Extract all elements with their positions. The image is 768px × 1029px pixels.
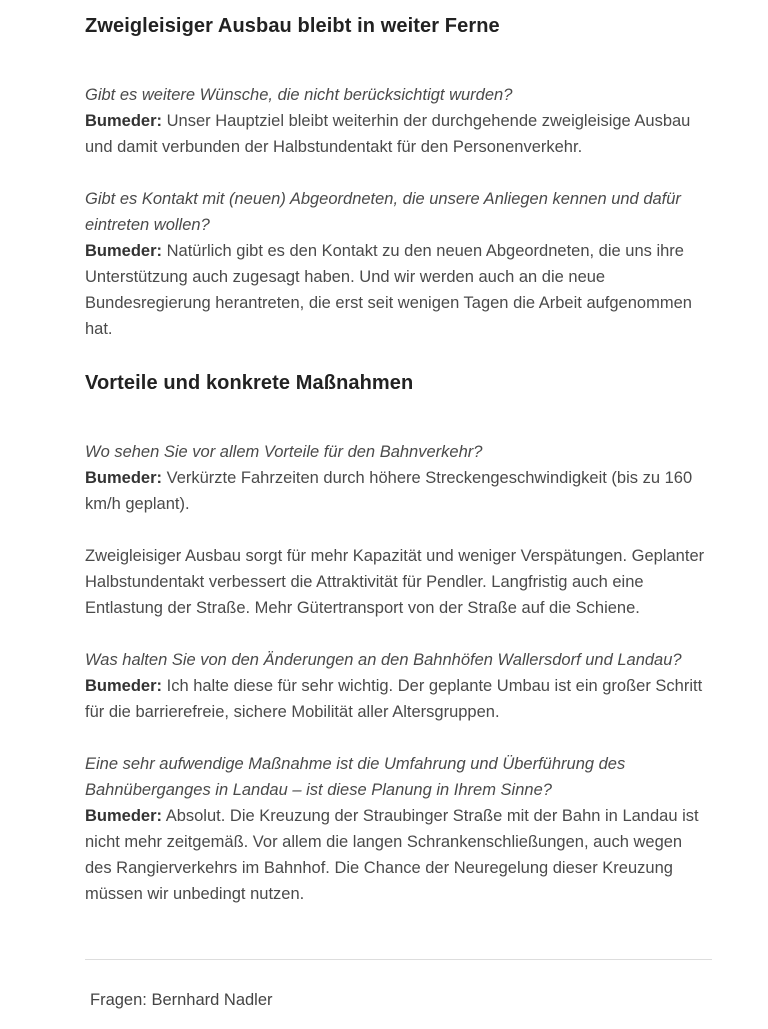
interview-answer — [85, 238, 712, 342]
interview-answer — [85, 803, 712, 907]
article-footer — [85, 987, 712, 1013]
body-paragraph: Zweigleisiger Ausbau sorgt für mehr Kapazität und weniger Verspätungen. Geplanter Halbstundentakt verbessert die Attraktivität für Pendler. Langfristig auch eine Entlastung der Straße. Mehr Gütertransport von der Straße auf die Schiene. — [85, 547, 705, 617]
footer-divider — [85, 959, 712, 960]
interview-answer — [85, 465, 712, 517]
interview-answer — [85, 108, 712, 160]
answer-text: Unser Hauptziel bleibt weiterhin der durchgehende zweigleisige Ausbau und damit verbunden der Halbstundentakt für den Personenverkehr. — [85, 112, 691, 156]
section-zweigleisiger-ausbau — [85, 15, 712, 342]
section-heading: Vorteile und konkrete Maßnahmen — [85, 372, 414, 394]
speaker-label: Bumeder: — [85, 469, 163, 487]
interview-question: Gibt es weitere Wünsche, die nicht berücksichtigt wurden? — [85, 86, 513, 104]
answer-text: Absolut. Die Kreuzung der Straubinger Straße mit der Bahn in Landau ist nicht mehr zeitgemäß. Vor allem die langen Schrankenschließungen, auch wegen des Rangierverkehrs im Bahnhof. Die Chance der Neuregelung dieser Kreuzung müssen wir unbedingt nutzen. — [85, 807, 699, 903]
interview-answer — [85, 673, 712, 725]
interview-question: Gibt es Kontakt mit (neuen) Abgeordneten, die unsere Anliegen kennen und dafür eintreten wollen? — [85, 190, 681, 234]
answer-text: Ich halte diese für sehr wichtig. Der geplante Umbau ist ein großer Schritt für die barrierefreie, sichere Mobilität aller Altersgruppen. — [85, 677, 703, 721]
section-heading: Zweigleisiger Ausbau bleibt in weiter Ferne — [85, 15, 500, 37]
speaker-label: Bumeder: — [85, 807, 163, 825]
answer-text: Verkürzte Fahrzeiten durch höhere Streckengeschwindigkeit (bis zu 160 km/h geplant). — [85, 469, 693, 513]
interview-question: Was halten Sie von den Änderungen an den Bahnhöfen Wallersdorf und Landau? — [85, 651, 682, 669]
section-vorteile-massnahmen — [85, 372, 712, 907]
speaker-label: Bumeder: — [85, 677, 163, 695]
interview-article — [85, 15, 712, 1013]
interview-question: Wo sehen Sie vor allem Vorteile für den Bahnverkehr? — [85, 443, 483, 461]
speaker-label: Bumeder: — [85, 112, 163, 130]
answer-text: Natürlich gibt es den Kontakt zu den neuen Abgeordneten, die uns ihre Unterstützung auch zugesagt haben. Und wir werden auch an die neue Bundesregierung herantreten, die erst seit wenigen Tagen die Arbeit aufgenommen hat. — [85, 242, 692, 338]
speaker-label: Bumeder: — [85, 242, 163, 260]
interview-question: Eine sehr aufwendige Maßnahme ist die Umfahrung und Überführung des Bahnüberganges in Landau – ist diese Planung in Ihrem Sinne? — [85, 755, 626, 799]
credit-line: Fragen: Bernhard Nadler — [90, 991, 273, 1009]
